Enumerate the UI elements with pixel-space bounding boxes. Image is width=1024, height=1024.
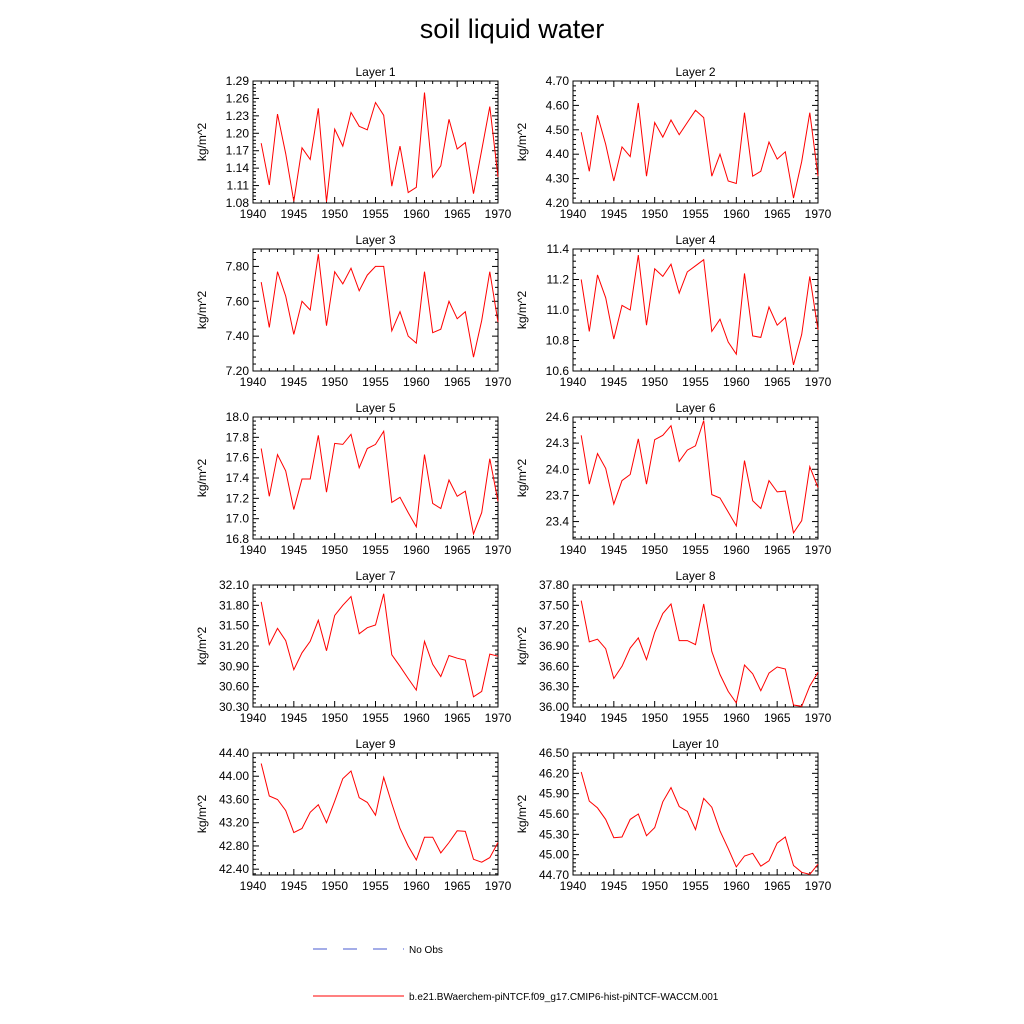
series-line — [581, 772, 818, 874]
x-tick-label: 1940 — [559, 711, 587, 725]
y-axis-label: kg/m^2 — [195, 794, 209, 834]
y-tick-label: 7.80 — [225, 259, 249, 274]
y-tick-label: 36.90 — [538, 639, 569, 653]
y-tick-label: 32.10 — [218, 578, 249, 592]
series-line — [581, 601, 818, 707]
x-tick-label: 1960 — [722, 879, 750, 893]
y-axis-label: kg/m^2 — [515, 794, 529, 834]
panel-layer-3 — [195, 233, 512, 389]
panel-layer-2 — [515, 65, 832, 221]
x-tick-label: 1965 — [443, 207, 471, 221]
x-tick-label: 1960 — [402, 711, 430, 725]
y-tick-label: 24.3 — [545, 436, 569, 451]
y-tick-label: 17.2 — [225, 491, 249, 506]
x-tick-label: 1960 — [402, 375, 430, 389]
plot-frame — [573, 753, 818, 875]
y-tick-label: 23.7 — [545, 488, 569, 503]
y-tick-label: 37.50 — [538, 598, 569, 613]
y-tick-label: 43.60 — [218, 792, 249, 807]
y-tick-label: 45.00 — [538, 847, 569, 862]
y-tick-label: 45.90 — [538, 786, 569, 801]
x-tick-label: 1955 — [682, 375, 709, 389]
x-tick-label: 1955 — [362, 879, 389, 893]
y-tick-label: 11.0 — [546, 303, 569, 317]
x-tick-label: 1945 — [280, 375, 308, 389]
x-tick-label: 1955 — [362, 711, 389, 725]
y-tick-label: 46.50 — [538, 746, 569, 760]
y-axis-label: kg/m^2 — [195, 122, 209, 162]
x-tick-label: 1965 — [763, 543, 791, 557]
y-tick-label: 45.30 — [538, 827, 569, 842]
y-axis-label: kg/m^2 — [195, 458, 209, 498]
series-line — [261, 254, 498, 357]
x-tick-label: 1950 — [641, 711, 669, 725]
x-tick-label: 1945 — [280, 879, 308, 893]
panel-layer-9 — [195, 737, 512, 893]
x-tick-label: 1960 — [722, 543, 750, 557]
y-tick-label: 4.60 — [545, 98, 569, 113]
y-tick-label: 31.20 — [218, 639, 249, 653]
y-tick-label: 37.80 — [538, 578, 569, 592]
x-tick-label: 1940 — [239, 711, 267, 725]
panel-title-layer-2: Layer 2 — [675, 65, 716, 79]
x-tick-label: 1970 — [484, 711, 512, 725]
x-tick-label: 1965 — [763, 879, 791, 893]
x-tick-label: 1940 — [559, 879, 587, 893]
x-tick-label: 1970 — [484, 879, 512, 893]
y-axis-label: kg/m^2 — [515, 458, 529, 498]
x-tick-label: 1940 — [559, 543, 587, 557]
panel-title-layer-8: Layer 8 — [675, 569, 716, 583]
panel-layer-5 — [195, 401, 512, 557]
x-tick-label: 1970 — [804, 711, 832, 725]
x-tick-label: 1965 — [763, 375, 791, 389]
x-tick-label: 1965 — [763, 207, 791, 221]
x-tick-label: 1970 — [484, 543, 512, 557]
panel-title-layer-6: Layer 6 — [675, 401, 716, 415]
x-tick-label: 1965 — [443, 711, 471, 725]
panel-layer-4 — [515, 233, 832, 389]
series-line — [581, 103, 818, 198]
y-tick-label: 44.00 — [218, 769, 249, 784]
y-tick-label: 17.8 — [225, 430, 249, 445]
legend-model-label: b.e21.BWaerchem-piNTCF.f09_g17.CMIP6-hist-piNTCF-WACCM.001 — [409, 992, 719, 1003]
series-line — [581, 255, 818, 365]
y-tick-label: 36.30 — [538, 679, 569, 694]
x-tick-label: 1970 — [484, 207, 512, 221]
y-tick-label: 30.30 — [218, 700, 249, 714]
panel-title-layer-4: Layer 4 — [675, 233, 716, 247]
x-tick-label: 1945 — [280, 543, 308, 557]
y-tick-label: 1.20 — [225, 126, 249, 141]
series-line — [261, 93, 498, 202]
x-tick-label: 1955 — [682, 879, 709, 893]
x-tick-label: 1945 — [600, 711, 628, 725]
plot-frame — [253, 81, 498, 203]
series-line — [261, 431, 498, 534]
y-tick-label: 11.4 — [546, 242, 569, 256]
x-tick-label: 1970 — [804, 207, 832, 221]
y-tick-label: 37.20 — [538, 618, 569, 633]
x-tick-label: 1945 — [280, 207, 308, 221]
x-tick-label: 1940 — [559, 375, 587, 389]
y-tick-label: 11.2 — [546, 272, 569, 287]
x-tick-label: 1950 — [321, 543, 349, 557]
y-tick-label: 18.0 — [225, 410, 249, 424]
x-tick-label: 1945 — [280, 711, 308, 725]
x-tick-label: 1955 — [362, 375, 389, 389]
y-tick-label: 16.8 — [225, 532, 249, 546]
figure-title: soil liquid water — [419, 14, 605, 44]
x-tick-label: 1970 — [804, 543, 832, 557]
y-tick-label: 17.6 — [225, 450, 249, 465]
x-tick-label: 1965 — [443, 375, 471, 389]
x-tick-label: 1960 — [722, 207, 750, 221]
y-tick-label: 4.70 — [545, 74, 569, 88]
panel-layer-7 — [195, 569, 512, 725]
x-tick-label: 1950 — [321, 375, 349, 389]
x-tick-label: 1955 — [682, 543, 709, 557]
panel-layer-10 — [515, 737, 832, 893]
x-tick-label: 1970 — [804, 879, 832, 893]
x-tick-label: 1940 — [239, 543, 267, 557]
x-tick-label: 1945 — [600, 879, 628, 893]
panel-title-layer-5: Layer 5 — [355, 401, 396, 415]
y-tick-label: 1.14 — [225, 161, 249, 176]
y-tick-label: 23.4 — [545, 514, 569, 529]
y-tick-label: 1.11 — [226, 178, 249, 193]
y-tick-label: 30.60 — [218, 679, 249, 694]
x-tick-label: 1970 — [804, 375, 832, 389]
y-tick-label: 42.40 — [218, 862, 249, 877]
x-tick-label: 1960 — [722, 711, 750, 725]
plot-frame — [573, 249, 818, 371]
y-tick-label: 7.20 — [225, 364, 249, 378]
x-tick-label: 1960 — [722, 375, 750, 389]
x-tick-label: 1955 — [682, 207, 709, 221]
y-tick-label: 17.4 — [225, 471, 249, 485]
plot-frame — [573, 585, 818, 707]
legend-no-obs-label: No Obs — [409, 945, 443, 956]
plot-frame — [253, 417, 498, 539]
plot-frame — [573, 417, 818, 539]
y-tick-label: 43.20 — [218, 815, 249, 830]
y-tick-label: 44.40 — [218, 746, 249, 760]
plot-frame — [573, 81, 818, 203]
panel-title-layer-7: Layer 7 — [355, 569, 396, 583]
x-tick-label: 1950 — [321, 207, 349, 221]
y-tick-label: 10.8 — [545, 333, 569, 348]
y-tick-label: 36.00 — [538, 700, 569, 714]
x-tick-label: 1950 — [641, 207, 669, 221]
plot-frame — [253, 585, 498, 707]
y-tick-label: 4.40 — [545, 147, 569, 162]
y-axis-label: kg/m^2 — [195, 626, 209, 666]
y-tick-label: 1.23 — [225, 108, 249, 123]
y-tick-label: 1.08 — [225, 196, 249, 210]
y-tick-label: 36.60 — [538, 659, 569, 674]
plot-frame — [253, 249, 498, 371]
x-tick-label: 1950 — [641, 375, 669, 389]
y-tick-label: 7.60 — [225, 294, 249, 309]
y-tick-label: 17.0 — [225, 511, 249, 526]
x-tick-label: 1970 — [484, 375, 512, 389]
y-tick-label: 1.17 — [225, 143, 249, 158]
y-tick-label: 44.70 — [538, 868, 569, 882]
x-tick-label: 1955 — [362, 543, 389, 557]
y-tick-label: 30.90 — [218, 659, 249, 674]
y-axis-label: kg/m^2 — [515, 290, 529, 330]
x-tick-label: 1945 — [600, 375, 628, 389]
y-tick-label: 7.40 — [225, 329, 249, 344]
series-line — [261, 594, 498, 697]
y-tick-label: 31.80 — [218, 598, 249, 613]
y-tick-label: 31.50 — [218, 618, 249, 633]
x-tick-label: 1965 — [763, 711, 791, 725]
panel-title-layer-1: Layer 1 — [355, 65, 396, 79]
panel-layer-6 — [515, 401, 832, 557]
y-tick-label: 4.30 — [545, 171, 569, 186]
y-axis-label: kg/m^2 — [195, 290, 209, 330]
x-tick-label: 1945 — [600, 543, 628, 557]
y-tick-label: 24.6 — [545, 410, 569, 424]
x-tick-label: 1945 — [600, 207, 628, 221]
panel-layer-8 — [515, 569, 832, 725]
panel-title-layer-3: Layer 3 — [355, 233, 396, 247]
x-tick-label: 1940 — [239, 879, 267, 893]
series-line — [581, 421, 818, 533]
y-tick-label: 24.0 — [545, 462, 569, 477]
x-tick-label: 1965 — [443, 879, 471, 893]
x-tick-label: 1950 — [641, 879, 669, 893]
y-tick-label: 1.26 — [225, 91, 249, 106]
x-tick-label: 1950 — [321, 879, 349, 893]
y-tick-label: 45.60 — [538, 807, 569, 821]
panel-title-layer-9: Layer 9 — [355, 737, 396, 751]
y-tick-label: 4.20 — [545, 196, 569, 210]
x-tick-label: 1960 — [402, 207, 430, 221]
x-tick-label: 1940 — [239, 207, 267, 221]
x-tick-label: 1965 — [443, 543, 471, 557]
y-axis-label: kg/m^2 — [515, 122, 529, 162]
y-tick-label: 1.29 — [225, 74, 249, 88]
x-tick-label: 1950 — [321, 711, 349, 725]
panel-title-layer-10: Layer 10 — [672, 737, 719, 751]
x-tick-label: 1940 — [239, 375, 267, 389]
y-tick-label: 46.20 — [538, 766, 569, 781]
x-tick-label: 1960 — [402, 879, 430, 893]
series-line — [261, 764, 498, 863]
x-tick-label: 1960 — [402, 543, 430, 557]
x-tick-label: 1955 — [682, 711, 709, 725]
x-tick-label: 1950 — [641, 543, 669, 557]
x-tick-label: 1940 — [559, 207, 587, 221]
y-tick-label: 10.6 — [545, 364, 569, 378]
x-tick-label: 1955 — [362, 207, 389, 221]
y-axis-label: kg/m^2 — [515, 626, 529, 666]
panel-layer-1 — [195, 65, 512, 221]
y-tick-label: 42.80 — [218, 838, 249, 853]
legend — [313, 945, 719, 1003]
y-tick-label: 4.50 — [545, 122, 569, 137]
